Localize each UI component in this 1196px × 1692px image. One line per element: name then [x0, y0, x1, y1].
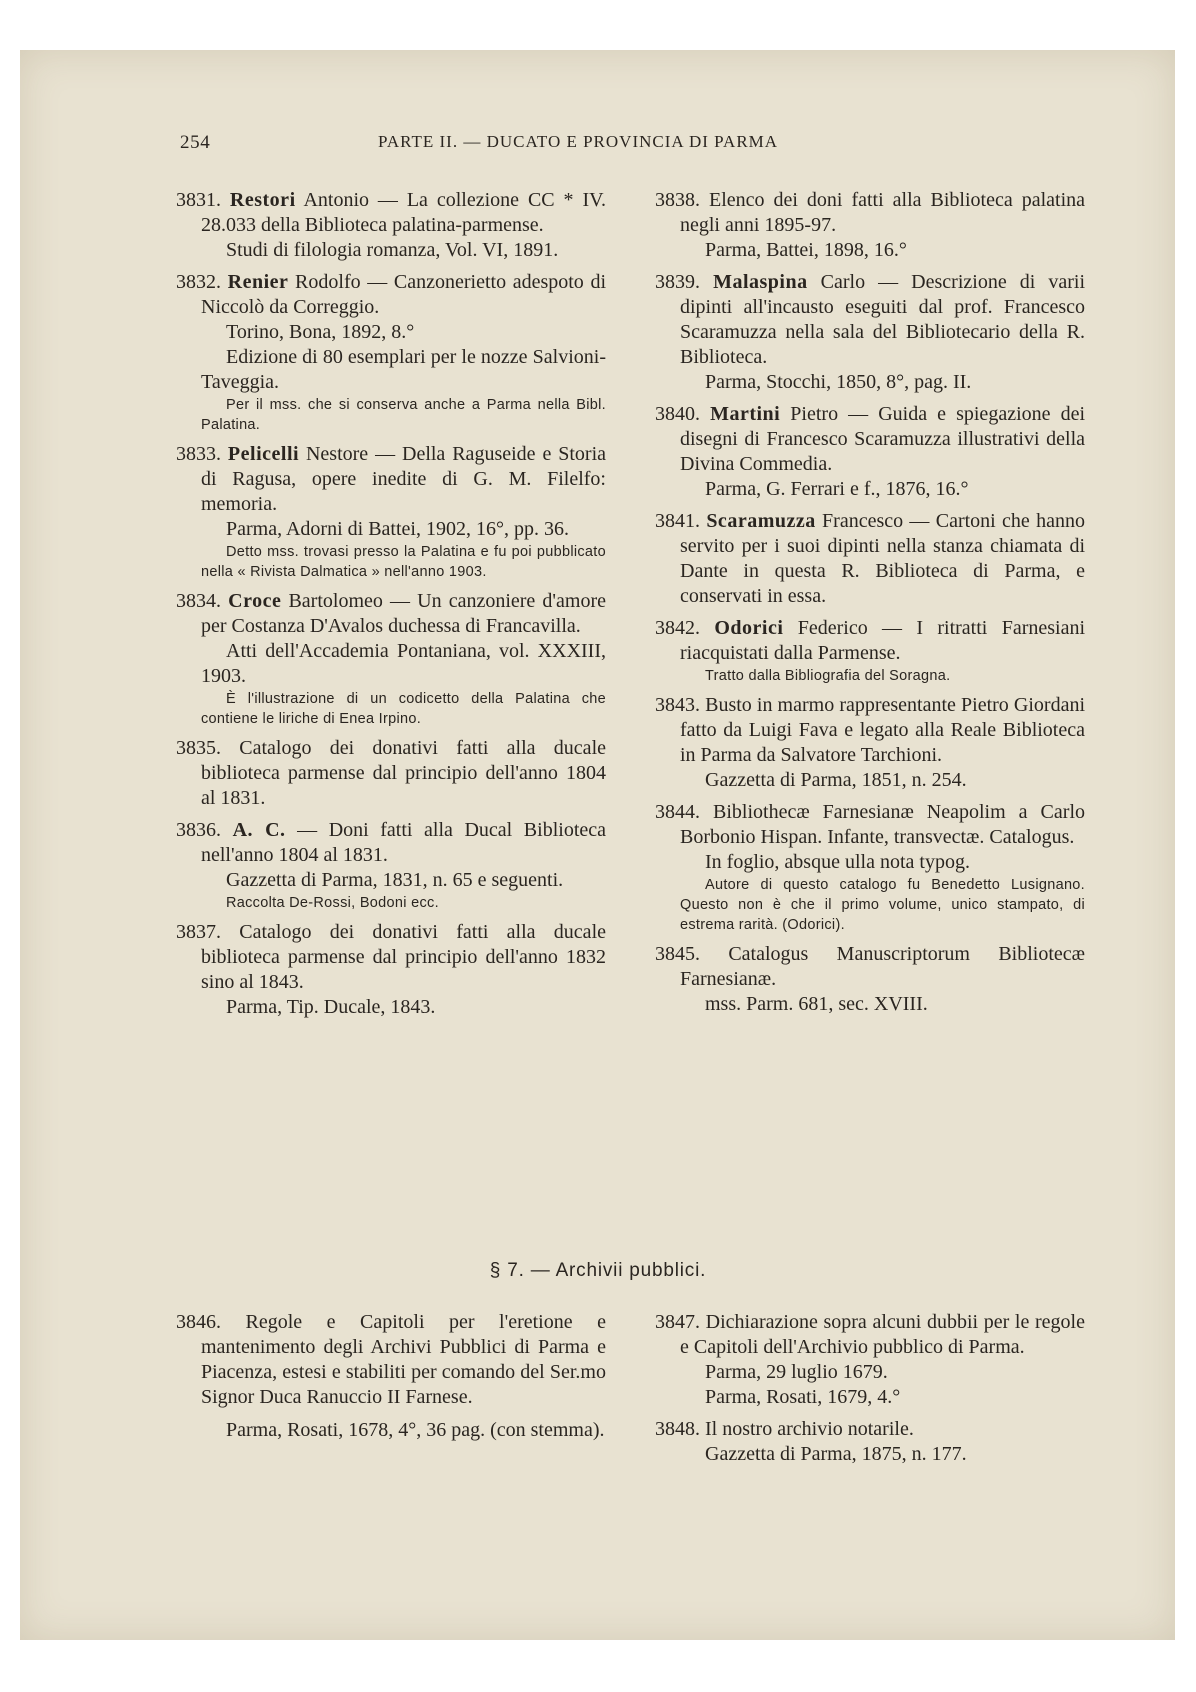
entry-text: Catalogo dei donativi fatti alla ducale biblioteca parmense dal principio dell'anno 1832 sino al 1843.: [201, 921, 606, 993]
entry-text: Antonio — La collezione CC * IV. 28.033 della Biblioteca palatina-parmense.: [201, 189, 606, 236]
entry-imprint: Parma, 29 luglio 1679.: [705, 1361, 888, 1383]
entry-note: Autore di questo catalogo fu Benedetto Lusignano. Questo non è che il primo volume, unico stampato, di estrema rarità. (Odorici).: [680, 877, 1085, 933]
entry-imprint: Parma, Rosati, 1678, 4°, 36 pag. (con stemma).: [226, 1419, 605, 1441]
entry-number: 3831.: [176, 189, 221, 211]
entry-3838: [655, 188, 1085, 263]
entry-number: 3842.: [655, 617, 700, 639]
entry-author: Martini: [710, 403, 781, 425]
entry-text: Pietro — Guida e spiegazione dei disegni di Francesco Scaramuzza illustrativi della Divina Commedia.: [680, 403, 1086, 475]
entry-3837: [176, 920, 606, 1020]
running-title: PARTE II. — DUCATO E PROVINCIA DI PARMA: [378, 132, 779, 151]
entry-number: 3834.: [176, 590, 221, 612]
entry-number: 3833.: [176, 443, 221, 465]
entry-note: Per il mss. che si conserva anche a Parma nella Bibl. Palatina.: [201, 397, 606, 433]
entry-text: Carlo — Descrizione di varii dipinti all'incausto eseguiti dal prof. Francesco Scaramuzza nella sala del Bibliotecario della R. Biblioteca.: [680, 271, 1086, 368]
entry-3847: [655, 1310, 1085, 1410]
entry-author: Malaspina: [713, 271, 808, 293]
entry-number: 3841.: [655, 510, 700, 532]
entry-author: Scaramuzza: [706, 510, 816, 532]
entry-number: 3838.: [655, 189, 700, 211]
entry-imprint: Parma, Battei, 1898, 16.°: [705, 239, 907, 261]
entry-number: 3836.: [176, 819, 221, 841]
entry-imprint: Gazzetta di Parma, 1851, n. 254.: [705, 769, 967, 791]
entry-3831: [176, 188, 606, 263]
entry-imprint: Parma, Tip. Ducale, 1843.: [226, 996, 436, 1018]
entry-text: Regole e Capitoli per l'eretione e mantenimento degli Archivi Pubblici di Parma e Piacenza, estesi e stabiliti per comando del Ser.mo Signor Duca Ranuccio II Farnese.: [201, 1311, 606, 1408]
entry-3845: [655, 942, 1085, 1017]
entry-number: 3840.: [655, 403, 700, 425]
entry-author: Restori: [229, 189, 296, 211]
entry-3840: [655, 402, 1085, 502]
page-number: 254: [180, 132, 211, 153]
running-head: [180, 132, 900, 156]
entry-imprint: Torino, Bona, 1892, 8.°: [226, 321, 415, 343]
entry-imprint: Gazzetta di Parma, 1831, n. 65 e seguenti.: [226, 869, 564, 891]
left-column: [176, 188, 606, 1027]
entry-imprint: Parma, Stocchi, 1850, 8°, pag. II.: [705, 371, 972, 393]
entry-author: Odorici: [714, 617, 784, 639]
entry-author: Croce: [228, 590, 282, 612]
entry-imprint: Atti dell'Accademia Pontaniana, vol. XXXIII, 1903.: [201, 640, 606, 687]
entry-note: Tratto dalla Bibliografia del Soragna.: [705, 668, 951, 684]
entry-text: Federico — I ritratti Farnesiani riacquistati dalla Parmense.: [680, 617, 1086, 664]
entry-imprint: Studi di filologia romanza, Vol. VI, 1891.: [226, 239, 559, 261]
entry-imprint: mss. Parm. 681, sec. XVIII.: [705, 993, 928, 1015]
entry-author: Pelicelli: [227, 443, 300, 465]
bottom-right-column: [655, 1310, 1085, 1474]
entry-number: 3847.: [655, 1311, 700, 1333]
entry-imprint-second: Parma, Rosati, 1679, 4.°: [705, 1386, 901, 1408]
entry-3846: [176, 1310, 606, 1443]
entry-text: — Doni fatti alla Ducal Biblioteca nell'anno 1804 al 1831.: [201, 819, 607, 866]
right-column: [655, 188, 1085, 1024]
entry-number: 3845.: [655, 943, 700, 965]
entry-3839: [655, 270, 1085, 395]
entry-author: A. C.: [232, 819, 286, 841]
entry-number: 3848.: [655, 1418, 700, 1440]
entry-text: Bibliothecæ Farnesianæ Neapolim a Carlo Borbonio Hispan. Infante, transvectæ. Catalogus.: [680, 801, 1085, 848]
entry-number: 3844.: [655, 801, 700, 823]
entry-3833: [176, 442, 606, 582]
entry-imprint: In foglio, absque ulla nota typog.: [705, 851, 970, 873]
entry-number: 3839.: [655, 271, 700, 293]
entry-imprint: Gazzetta di Parma, 1875, n. 177.: [705, 1443, 967, 1465]
entry-number: 3843.: [655, 694, 700, 716]
entry-text: Bartolomeo — Un canzoniere d'amore per Costanza D'Avalos duchessa di Francavilla.: [201, 590, 606, 637]
bottom-left-column: [176, 1310, 606, 1450]
entry-text: Elenco dei doni fatti alla Biblioteca palatina negli anni 1895-97.: [680, 189, 1085, 236]
entry-3835: [176, 736, 606, 811]
entry-number: 3835.: [176, 737, 221, 759]
entry-3842: [655, 616, 1085, 686]
entry-imprint: Parma, G. Ferrari e f., 1876, 16.°: [705, 478, 969, 500]
entry-3844: [655, 800, 1085, 935]
entry-text: Catalogo dei donativi fatti alla ducale biblioteca parmense dal principio dell'anno 1804 al 1831.: [201, 737, 606, 809]
entry-text: Catalogus Manuscriptorum Bibliotecæ Farnesianæ.: [680, 943, 1085, 990]
entry-text: Busto in marmo rappresentante Pietro Giordani fatto da Luigi Fava e legato alla Reale Biblioteca in Parma da Salvatore Tarchioni.: [680, 694, 1085, 766]
entry-number: 3837.: [176, 921, 221, 943]
entry-number: 3832.: [176, 271, 221, 293]
entry-3836: [176, 818, 606, 913]
entry-number: 3846.: [176, 1311, 221, 1333]
entry-author: Renier: [227, 271, 289, 293]
entry-text: Rodolfo — Canzonerietto adespoto di Niccolò da Correggio.: [201, 271, 606, 318]
entry-3848: [655, 1417, 1085, 1467]
section-heading: § 7. — Archivii pubblici.: [489, 1260, 707, 1281]
entry-text: Dichiarazione sopra alcuni dubbii per le regole e Capitoli dell'Archivio pubblico di Parma.: [680, 1311, 1085, 1358]
entry-imprint: Parma, Adorni di Battei, 1902, 16°, pp. 36.: [226, 518, 569, 540]
entry-3843: [655, 693, 1085, 793]
entry-text: Il nostro archivio notarile.: [700, 1418, 914, 1440]
entry-note: È l'illustrazione di un codicetto della Palatina che contiene le liriche di Enea Irpino.: [201, 691, 606, 727]
entry-imprint-note: Edizione di 80 esemplari per le nozze Salvioni-Taveggia.: [201, 346, 606, 393]
entry-text: Francesco — Cartoni che hanno servito per i suoi dipinti nella stanza chiamata di Dante in questa R. Biblioteca di Parma, e conservati in essa.: [680, 510, 1085, 607]
entry-3834: [176, 589, 606, 729]
entry-3841: [655, 509, 1085, 609]
entry-note: Detto mss. trovasi presso la Palatina e fu poi pubblicato nella « Rivista Dalmatica » nell'anno 1903.: [201, 544, 606, 580]
entry-text: Nestore — Della Raguseide e Storia di Ragusa, opere inedite di G. M. Filelfo: memoria.: [201, 443, 607, 515]
entry-3832: [176, 270, 606, 435]
entry-note: Raccolta De-Rossi, Bodoni ecc.: [226, 895, 439, 911]
